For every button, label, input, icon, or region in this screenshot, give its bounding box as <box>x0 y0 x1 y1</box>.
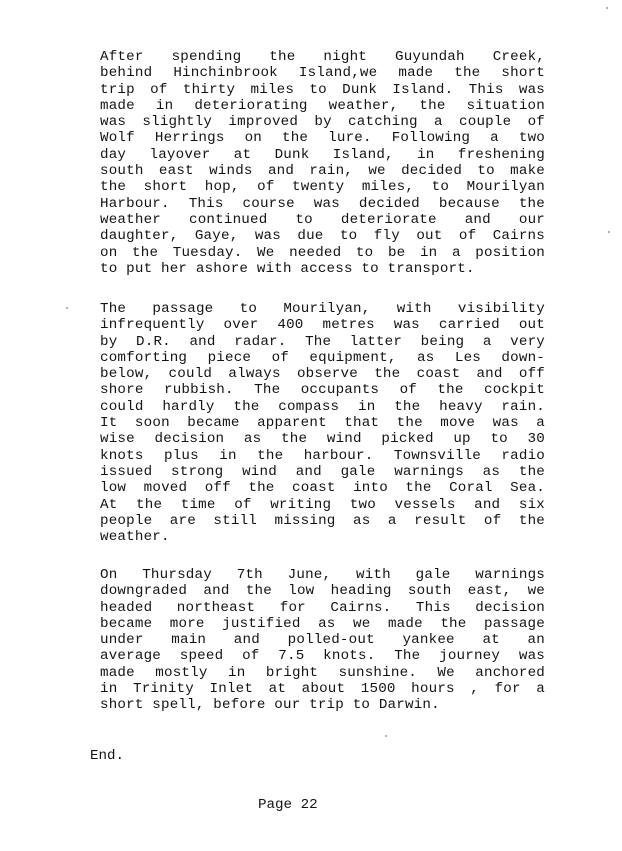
text-line: low moved off the coast into the Coral Sea. <box>100 480 545 497</box>
text-line: issued strong wind and gale warnings as the <box>100 463 545 480</box>
text-line: short spell, before our trip to Darwin. <box>100 697 440 714</box>
paragraph-cairns-passage <box>100 567 545 714</box>
text-line: under main and polled-out yankee at an <box>100 632 545 649</box>
text-line: knots plus in the harbour. Townsville radio <box>100 447 545 464</box>
text-line: Wolf Herrings on the lure. Following a two <box>100 130 545 147</box>
text-line: On Thursday 7th June, with gale warnings <box>100 567 545 583</box>
text-line: weather. <box>100 529 170 546</box>
text-line: Harbour. This course was decided because the <box>100 195 545 212</box>
text-line: downgraded and the low heading south east, we <box>100 583 545 600</box>
text-line: became more justified as we made the passage <box>100 615 545 632</box>
scan-speck <box>606 7 608 9</box>
text-line: on the Tuesday. We needed to be in a position <box>100 244 545 261</box>
text-line: infrequently over 400 metres was carried out <box>100 317 545 334</box>
text-line: average speed of 7.5 knots. The journey was <box>100 648 545 665</box>
text-line: At the time of writing two vessels and six <box>100 496 545 513</box>
text-line: day layover at Dunk Island, in freshening <box>100 146 545 163</box>
text-line: made in deteriorating weather, the situation <box>100 97 545 114</box>
text-line: headed northeast for Cairns. This decision <box>100 599 545 616</box>
text-line: could hardly the compass in the heavy rain. <box>100 398 545 415</box>
text-line: comforting piece of equipment, as Les down- <box>100 349 545 366</box>
text-line: the short hop, of twenty miles, to Mourilyan <box>100 179 545 196</box>
paragraph-mourilyan-passage <box>100 301 545 545</box>
text-line: It soon became apparent that the move was a <box>100 415 545 432</box>
text-line: behind Hinchinbrook Island,we made the short <box>100 65 545 82</box>
text-line: people are still missing as a result of the <box>100 512 545 529</box>
text-line: south east winds and rain, we decided to make <box>100 163 545 180</box>
text-line: shore rubbish. The occupants of the cockpit <box>100 382 545 399</box>
scan-speck <box>385 735 387 737</box>
text-line: daughter, Gaye, was due to fly out of Cairns <box>100 228 545 245</box>
scan-speck <box>66 307 68 309</box>
text-line: by D.R. and radar. The latter being a very <box>100 333 545 350</box>
text-line: to put her ashore with access to transport. <box>100 260 475 277</box>
text-line: in Trinity Inlet at about 1500 hours , for a <box>100 681 545 698</box>
text-line: was slightly improved by catching a couple of <box>100 114 545 131</box>
text-line: The passage to Mourilyan, with visibility <box>100 301 545 317</box>
text-line: trip of thirty miles to Dunk Island. This was <box>100 81 545 98</box>
page-number: Page 22 <box>258 797 318 813</box>
text-line: After spending the night Guyundah Creek, <box>100 49 545 65</box>
paragraph-dunk-island <box>100 49 545 277</box>
text-line: weather continued to deteriorate and our <box>100 211 545 228</box>
text-line: made mostly in bright sunshine. We anchored <box>100 664 545 681</box>
scan-speck <box>608 231 610 233</box>
text-line: wise decision as the wind picked up to 30 <box>100 431 545 448</box>
text-line: below, could always observe the coast and off <box>100 366 545 383</box>
end-marker: End. <box>90 748 125 764</box>
